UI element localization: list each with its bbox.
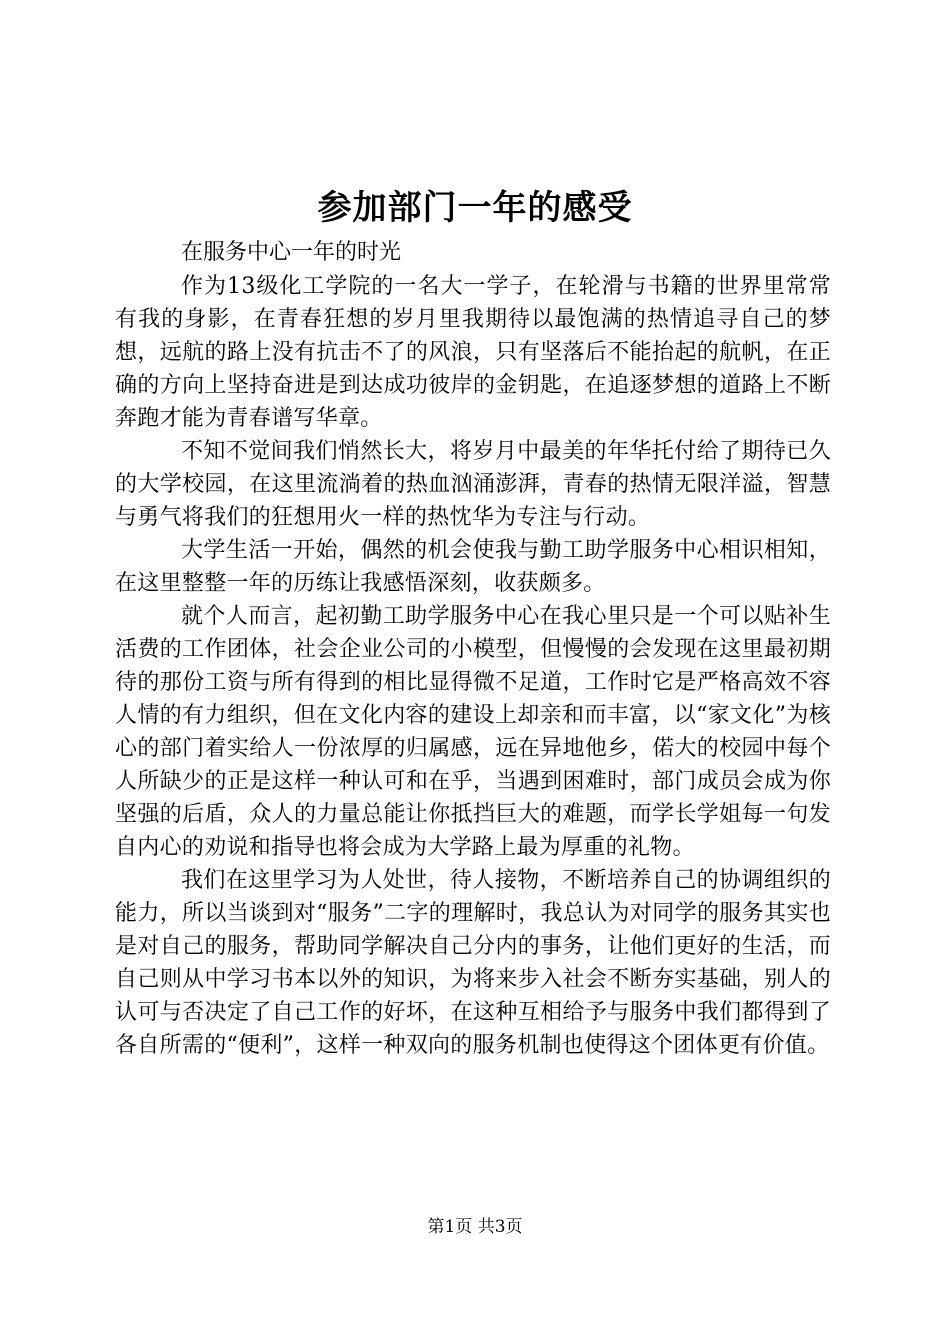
document-body bbox=[115, 236, 831, 1062]
paragraph-4: 就个人而言，起初勤工助学服务中心在我心里只是一个可以贴补生活费的工作团体，社会企业公司的小模型，但慢慢的会发现在这里最初期待的那份工资与所有得到的相比显得微不足道，工作时它是严格高效不容人情的有力组织，但在文化内容的建设上却亲和而丰富，以“家文化”为核心的部门着实给人一份浓厚的归属感，远在异地他乡，偌大的校园中每个人所缺少的正是这样一种认可和在乎，当遇到困难时，部门成员会成为你坚强的后盾，众人的力量总能让你抵挡巨大的难题，而学长学姐每一句发自内心的劝说和指导也将会成为大学路上最为厚重的礼物。 bbox=[115, 604, 831, 860]
page-footer: 第1页 共3页 bbox=[427, 1217, 523, 1237]
paragraph-5: 我们在这里学习为人处世，待人接物，不断培养自己的协调组织的能力，所以当谈到对“服务”二字的理解时，我总认为对同学的服务其实也是对自己的服务，帮助同学解决自己分内的事务，让他们更好的生活，而自己则从中学习书本以外的知识，为将来步入社会不断夯实基础，别人的认可与否决定了自己工作的好坏，在这种互相给予与服务中我们都得到了各自所需的“便利”，这样一种双向的服务机制也使得这个团体更有价值。 bbox=[115, 868, 831, 1058]
paragraph-1: 作为13级化工学院的一名大一学子，在轮滑与书籍的世界里常常有我的身影，在青春狂想的岁月里我期待以最饱满的热情追寻自己的梦想，远航的路上没有抗击不了的风浪，只有坚落后不能抬起的航帆，在正确的方向上坚持奋进是到达成功彼岸的金钥匙，在追逐梦想的道路上不断奔跑才能为青春谱写华章。 bbox=[115, 274, 831, 431]
document-subtitle: 在服务中心一年的时光 bbox=[181, 240, 402, 265]
paragraph-2: 不知不觉间我们悄然长大，将岁月中最美的年华托付给了期待已久的大学校园，在这里流淌着的热血汹涌澎湃，青春的热情无限洋溢，智慧与勇气将我们的狂想用火一样的热忱华为专注与行动。 bbox=[115, 439, 831, 530]
paragraph-3: 大学生活一开始，偶然的机会使我与勤工助学服务中心相识相知，在这里整整一年的历练让我感悟深刻，收获颇多。 bbox=[115, 538, 831, 596]
document-title: 参加部门一年的感受 bbox=[317, 188, 633, 228]
